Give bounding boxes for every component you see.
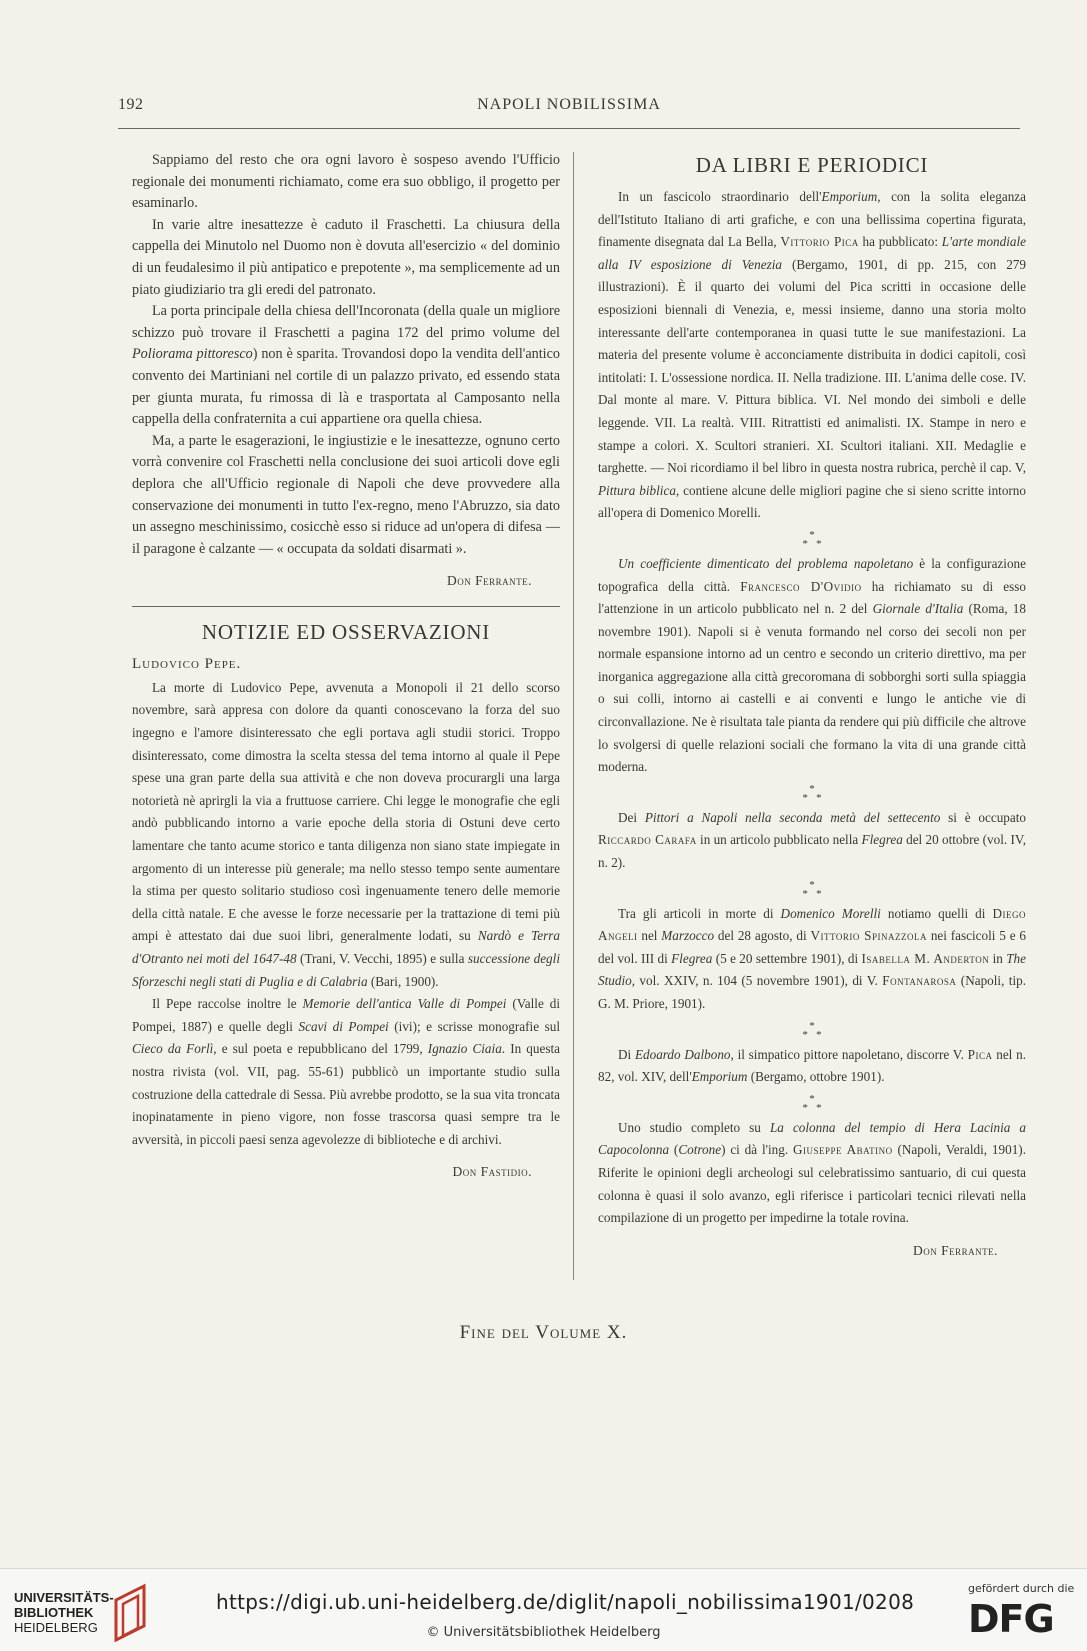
section-title: DA LIBRI E PERIODICI	[695, 153, 929, 177]
paragraph: Dei Pittori a Napoli nella seconda metà del settecento si è occupato Riccardo Carafa in un articolo pubblicato nella Flegrea del 20 ottobre (vol. IV, n. 2).	[598, 809, 1026, 871]
header-rule	[118, 128, 1020, 129]
column-rule	[573, 152, 574, 1280]
dfg-logo[interactable]: DFG	[968, 1597, 1054, 1641]
signature: Don Ferrante.	[446, 573, 532, 589]
library-logo[interactable]: UNIVERSITÄTS- BIBLIOTHEK HEIDELBERG	[14, 1590, 114, 1635]
paragraph: Tra gli articoli in morte di Domenico Morelli notiamo quelli di Diego Angeli nel Marzocco del 28 agosto, di Vittorio Spinazzola nei fascicoli 5 e 6 del vol. III di Flegrea (5 e 20 settembre 1901), di Isabella M. Anderton in The Studio, vol. XXIV, n. 104 (5 novembre 1901), di V. Fontanarosa (Napoli, tip. G. M. Priore, 1901).	[598, 905, 1026, 1011]
left-column	[132, 150, 560, 1183]
closing-line: Fine del Volume X.	[459, 1322, 628, 1343]
right-column	[598, 150, 1026, 1261]
signature: Don Fastidio.	[452, 1164, 532, 1180]
section-rule	[132, 606, 560, 607]
paragraph: Ma, a parte le esagerazioni, le ingiustizie e le inesattezze, ognuno certo vorrà convenire col Fraschetti nella conclusione dei suoi articoli dove egli deplora che all'Ufficio regionale di Napoli che deve provvedere alla conservazione dei monumenti in tutto l'ex-regno, meno l'Abruzzo, sia dato un assegno meschinissimo, cosicchè esso si riduce ad un'opera di difesa — il paragone è calzante — « occupata da soldati disarmati ».	[132, 432, 560, 557]
paragraph: La morte di Ludovico Pepe, avvenuta a Monopoli il 21 dello scorso novembre, sarà appresa con dolore da quanti conoscevano la forza del suo ingegno e l'amore disinteressato che egli portava agli studii storici. Troppo disinteressato, come dimostra la scelta stessa del tema intorno al quale il Pepe spese una gran parte della sua attività e che non doveva procurargli una larga notorietà nè aprirgli la via a fruttuose carriere. Chi legge le monografie che egli andò pubblicando intorno a varie epoche della storia di Ostuni deve certo lamentare che tanto acume storico e tanta diligenza non siano state impiegate in argomento di un interesse più generale; ma nello stesso tempo sente aumentare la stima per questo solitario studioso così ingenuamente tenero delle memorie della città natale. E che avesse le forze necessarie per la trattazione di temi più ampi è attestato dai due suoi libri, generalmente lodati, su Nardò e Terra d'Otranto nei moti del 1647-48 (Trani, V. Vecchi, 1895) e sulla successione degli Sforzeschi negli stati di Puglia e di Calabria (Bari, 1900).	[132, 679, 560, 989]
asterism: * * *	[802, 1092, 822, 1114]
subheading: Ludovico Pepe.	[132, 655, 242, 672]
paragraph: La porta principale della chiesa dell'Incoronata (della quale un migliore schizzo può trovare il Fraschetti a pagina 172 del primo volume del Poliorama pittoresco) non è sparita. Trovandosi dopo la vendita dell'antico convento dei Martiniani nel cortile di un palazzo privato, ed essendo stata per giunta murata, fu rimossa di là e trasportata al Camposanto nella cappella della confraternita a cui appartiene ora quella chiesa.	[132, 303, 560, 428]
asterism: * * *	[802, 1019, 822, 1041]
signature: Don Ferrante.	[912, 1242, 998, 1258]
funder-label: gefördert durch die	[968, 1582, 1075, 1595]
journal-title: NAPOLI NOBILISSIMA	[477, 96, 661, 113]
running-head	[118, 96, 1020, 122]
asterism: * * *	[802, 878, 822, 900]
paragraph: Sappiamo del resto che ora ogni lavoro è sospeso avendo l'Ufficio regionale dei monumenti richiamato, come era suo obbligo, il progetto per esaminarlo.	[132, 152, 560, 212]
asterism: * * *	[802, 782, 822, 804]
paragraph: Uno studio completo su La colonna del tempio di Hera Lacinia a Capocolonna (Cotrone) ci dà l'ing. Giuseppe Abatino (Napoli, Veraldi, 1901). Riferite le opinioni degli archeologi sul celebratissimo santuario, di cui questa colonna è quasi il solo avanzo, egli riferisce i particolari tecnici rilevati nella compilazione di un progetto per impedirne la totale rovina.	[598, 1119, 1026, 1226]
paragraph: Di Edoardo Dalbono, il simpatico pittore napoletano, discorre V. Pica nel n. 82, vol. XIV, dell'Emporium (Bergamo, ottobre 1901).	[598, 1046, 1026, 1085]
paragraph: Il Pepe raccolse inoltre le Memorie dell'antica Valle di Pompei (Valle di Pompei, 1887) e quelle degli Scavi di Pompei (ivi); e scrisse monografie sul Cieco da Forlì, e sul poeta e repubblicano del 1799, Ignazio Ciaia. In questa nostra rivista (vol. VII, pag. 55-61) pubblicò un importante studio sulla costruzione della cattedrale di Sessa. Più avrebbe prodotto, se la sua vita troncata inopinatamente in pieno vigore, non fosse trascorsa quasi sempre tra le avversità, in piccoli paesi senza agevolezze di biblioteche e di archivi.	[132, 996, 560, 1147]
paragraph: Un coefficiente dimenticato del problema napoletano è la configurazione topografica della città. Francesco D'Ovidio ha richiamato su di esso l'attenzione in un articolo pubblicato nel n. 2 del Giornale d'Italia (Roma, 18 novembre 1901). Napoli si è venuta formando nel corso dei secoli non per normale espansione intorno ad un centro e secondo un criterio direttivo, ma per inorganica aggregazione alla città grecoromana di sobborghi sorti sulla spiaggia o sui colli, intorno ai castelli e ai conventi e lungo le antiche vie di circonvallazione. Ne è risultata tale pianta da rendere qui più difficile che altrove lo svolgersi di quelle relazioni sociali che formano la vita di una grande città moderna.	[598, 555, 1027, 775]
copyright: © Universitätsbibliothek Heidelberg	[426, 1625, 661, 1640]
asterism: * * *	[802, 528, 822, 550]
paragraph: In un fascicolo straordinario dell'Emporium, con la solita eleganza dell'Istituto Italiano di arti grafiche, e con una bellissima copertina figurata, finamente disegnata dal La Bella, Vittorio Pica ha pubblicato: L'arte mondiale alla IV esposizione di Venezia (Bergamo, 1901, di pp. 215, con 279 illustrazioni). È il quarto dei volumi del Pica scritti in occasione delle esposizioni biennali di Venezia, e, messi insieme, danno una storia molto interessante dell'arte contemporanea in quasi tutte le sue manifestazioni. La materia del presente volume è acconciamente distribuita in dodici capitoli, così intitolati: I. L'ossessione nordica. II. Nella tradizione. III. L'anima delle cose. IV. Dal monte al mare. V. Pittura biblica. VI. Nel mondo dei simboli e delle leggende. VII. La realtà. VIII. Ritrattisti ed animalisti. IX. Stampe in nero e stampe a colori. X. Scultori stranieri. XI. Scultori italiani. XII. Medaglie e targhette. — Noi ricordiamo il bel libro in questa nostra rubrica, perchè il cap. V, Pittura biblica, contiene alcune delle migliori pagine che si sieno scritte intorno all'opera di Domenico Morelli.	[598, 189, 1027, 521]
paragraph: In varie altre inesattezze è caduto il Fraschetti. La chiusura della cappella dei Minutolo nel Duomo non è dovuta all'esercizio « del dominio di un feudalesimo il più antipatico e prepotente », ma semplicemente ad un piato giudiziario tra gli eredi del patronato.	[132, 216, 560, 298]
section-title: NOTIZIE ED OSSERVAZIONI	[201, 619, 491, 644]
page-number: 192	[118, 96, 144, 113]
permalink-url[interactable]: https://digi.ub.uni-heidelberg.de/diglit/napoli_nobilissima1901/0208	[216, 1590, 915, 1614]
